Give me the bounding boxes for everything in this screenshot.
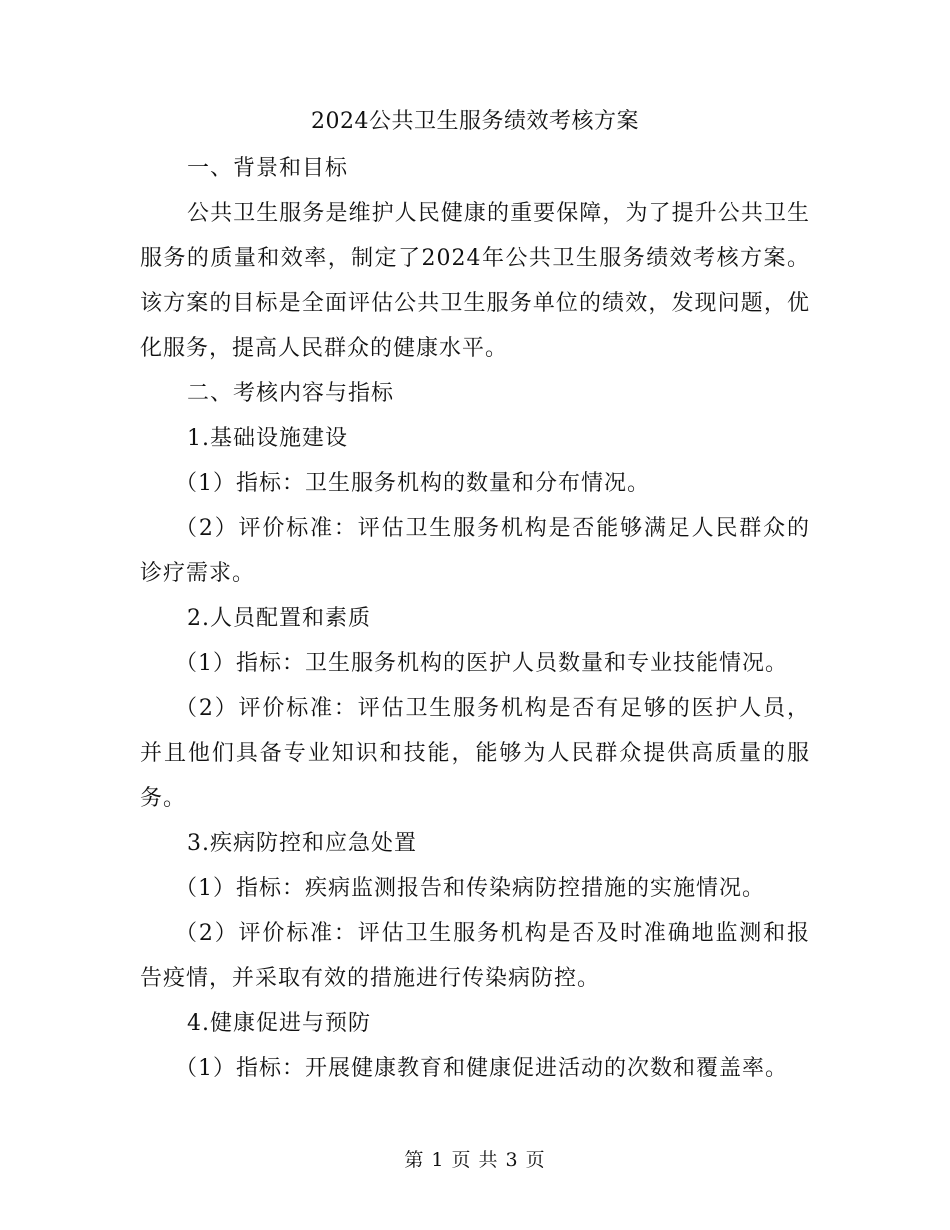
indicator-health-promotion: （1）指标：开展健康教育和健康促进活动的次数和覆盖率。 xyxy=(175,1056,788,1081)
document-body xyxy=(140,100,810,1091)
subsection-staffing: 2.人员配置和素质 xyxy=(187,606,371,631)
criteria-infrastructure: （2）评价标准：评估卫生服务机构是否能够满足人民群众的诊疗需求。 xyxy=(140,516,810,586)
criteria-disease-control: （2）评价标准：评估卫生服务机构是否及时准确地监测和报告疫情，并采取有效的措施进行传染病防控。 xyxy=(140,921,810,991)
criteria-staffing: （2）评价标准：评估卫生服务机构是否有足够的医护人员，并且他们具备专业知识和技能，能够为人民群众提供高质量的服务。 xyxy=(140,696,810,811)
page-number-footer: 第 1 页 共 3 页 xyxy=(404,1149,546,1171)
subsection-health-promotion: 4.健康促进与预防 xyxy=(187,1011,371,1036)
section-heading-background: 一、背景和目标 xyxy=(187,156,349,181)
section-heading-content: 二、考核内容与指标 xyxy=(187,381,395,406)
subsection-infrastructure: 1.基础设施建设 xyxy=(187,426,348,451)
subsection-disease-control: 3.疾病防控和应急处置 xyxy=(187,831,417,856)
document-title: 2024公共卫生服务绩效考核方案 xyxy=(311,109,639,134)
paragraph-background: 公共卫生服务是维护人民健康的重要保障，为了提升公共卫生服务的质量和效率，制定了2024年公共卫生服务绩效考核方案。该方案的目标是全面评估公共卫生服务单位的绩效，发现问题，优化服务，提高人民群众的健康水平。 xyxy=(140,201,810,361)
indicator-disease-control: （1）指标：疾病监测报告和传染病防控措施的实施情况。 xyxy=(175,876,765,901)
indicator-staffing: （1）指标：卫生服务机构的医护人员数量和专业技能情况。 xyxy=(175,651,788,676)
indicator-infrastructure: （1）指标：卫生服务机构的数量和分布情况。 xyxy=(175,471,650,496)
